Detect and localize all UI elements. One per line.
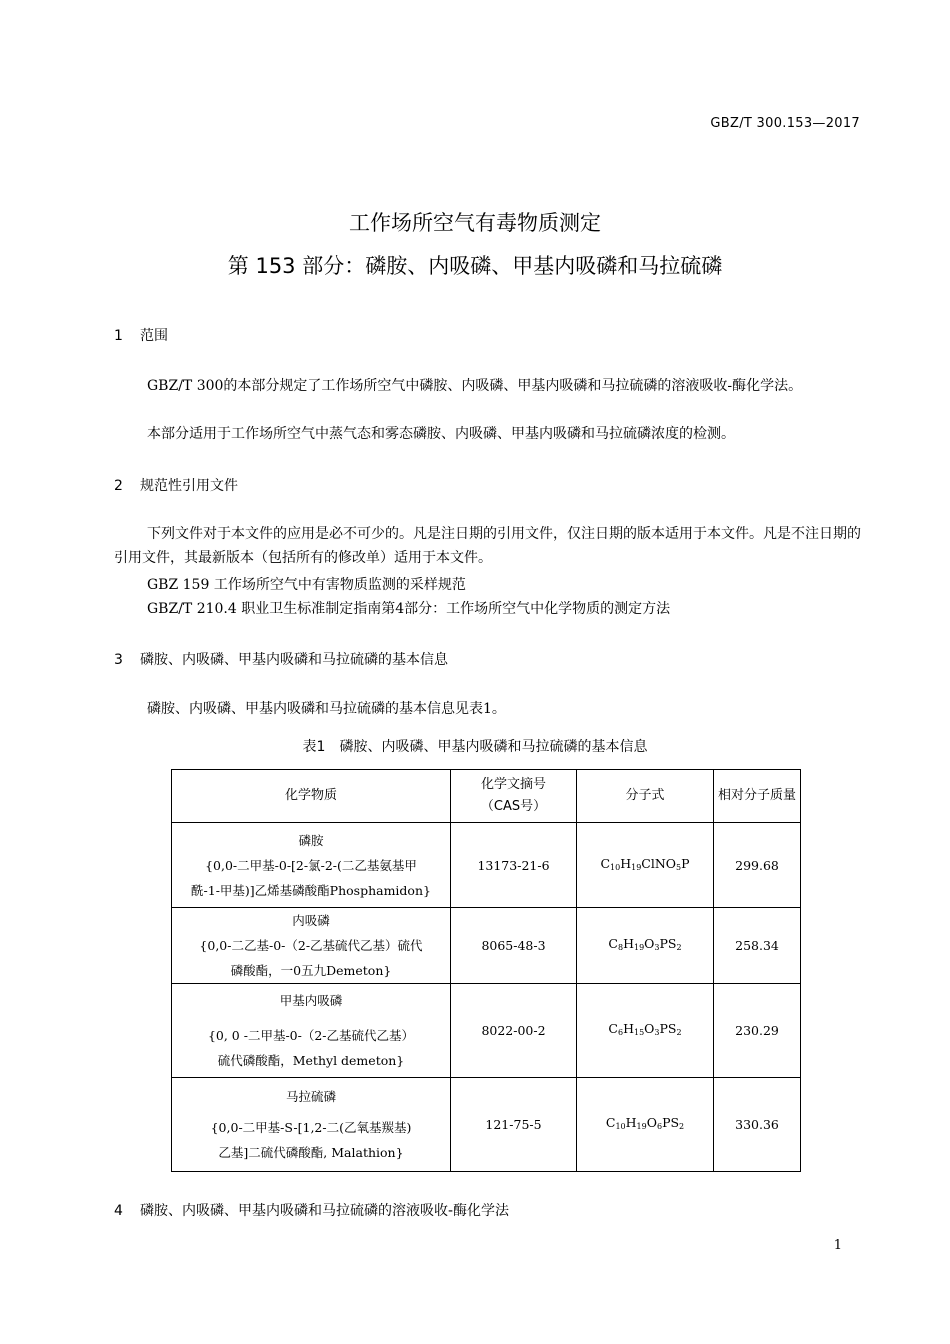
formula-text: $C_6H_{15}O_3PS_2$ [608, 1021, 682, 1037]
substance-name: 甲基内吸磷 [279, 993, 343, 1008]
section-title: 磷胺、内吸磷、甲基内吸磷和马拉硫磷的基本信息 [140, 652, 448, 668]
header-cas-line2: （CAS号） [480, 799, 547, 814]
mw-cell: 258.34 [714, 908, 801, 984]
mw-cell: 330.36 [714, 1078, 801, 1172]
normative-reference-2: GBZ/T 210.4 职业卫生标准制定指南第4部分：工作场所空气中化学物质的测定方法 [147, 601, 671, 617]
substance-desc: 硫代磷酸酯，Methyl demeton} [217, 1053, 405, 1068]
section-1-paragraph-1: GBZ/T 300的本部分规定了工作场所空气中磷胺、内吸磷、甲基内吸磷和马拉硫磷的溶液吸收-酶化学法。 [147, 378, 803, 394]
substance-cell [172, 984, 451, 1078]
substance-desc: {0,0-二乙基-0-（2-乙基硫代乙基）硫代 [199, 938, 423, 953]
substance-name: 磷胺 [298, 832, 324, 848]
substance-desc: {0, 0 -二甲基-0-（2-乙基硫代乙基） [207, 1028, 415, 1043]
section-title: 范围 [140, 328, 168, 344]
substance-cell [172, 823, 451, 908]
formula-cell [577, 1078, 714, 1172]
cas-cell: 13173-21-6 [451, 823, 577, 908]
substance-name: 内吸磷 [292, 913, 330, 928]
section-2-paragraph-1: 下列文件对于本文件的应用是必不可少的。凡是注日期的引用文件，仅注日期的版本适用于本文件。凡是不注日期的引用文件，其最新版本（包括所有的修改单）适用于本文件。 [114, 526, 861, 566]
section-1-paragraph-2: 本部分适用于工作场所空气中蒸气态和雾态磷胺、内吸磷、甲基内吸磷和马拉硫磷浓度的检测。 [147, 426, 735, 442]
table-row [172, 823, 801, 908]
table-row [172, 1078, 801, 1172]
cas-cell: 8022-00-2 [451, 984, 577, 1078]
substance-desc: 乙基]二硫代磷酸酯, Malathion} [218, 1145, 404, 1160]
formula-text: $C_{10}H_{19}O_6PS_2$ [605, 1115, 685, 1131]
mw-cell: 299.68 [714, 823, 801, 908]
section-3-paragraph-1: 磷胺、内吸磷、甲基内吸磷和马拉硫磷的基本信息见表1。 [147, 701, 506, 717]
substance-cell [172, 908, 451, 984]
header-substance: 化学物质 [172, 770, 451, 823]
table-header-row [172, 770, 801, 823]
header-cas [451, 770, 577, 823]
substance-cell [172, 1078, 451, 1172]
normative-reference-1: GBZ 159 工作场所空气中有害物质监测的采样规范 [147, 577, 466, 593]
document-title-line2: 第 153 部分：磷胺、内吸磷、甲基内吸磷和马拉硫磷 [227, 254, 723, 278]
section-number: 2 [114, 478, 123, 494]
formula-cell [577, 984, 714, 1078]
formula-text: $C_{10}H_{19}ClNO_5P$ [600, 855, 690, 872]
section-number: 3 [114, 652, 123, 668]
substance-desc: {0,0-二甲基-S-[1,2-二(乙氧基羰基) [210, 1120, 412, 1135]
section-2-heading [114, 475, 238, 495]
section-number: 4 [114, 1203, 123, 1219]
section-title: 规范性引用文件 [140, 478, 238, 494]
standard-code: GBZ/T 300.153—2017 [710, 116, 860, 131]
substance-desc: {0,0-二甲基-0-[2-氯-2-(二乙基氨基甲 [205, 857, 417, 873]
header-cas-line1: 化学文摘号 [480, 777, 546, 792]
table-row [172, 908, 801, 984]
basic-info-table [171, 769, 801, 1172]
substance-name: 马拉硫磷 [285, 1089, 336, 1104]
cas-cell: 121-75-5 [451, 1078, 577, 1172]
section-title: 磷胺、内吸磷、甲基内吸磷和马拉硫磷的溶液吸收-酶化学法 [140, 1203, 510, 1219]
mw-cell: 230.29 [714, 984, 801, 1078]
page-number: 1 [833, 1238, 842, 1253]
document-title-line1: 工作场所空气有毒物质测定 [349, 211, 601, 235]
formula-cell [577, 908, 714, 984]
section-3-heading [114, 649, 448, 669]
cas-cell: 8065-48-3 [451, 908, 577, 984]
table-caption: 表1 磷胺、内吸磷、甲基内吸磷和马拉硫磷的基本信息 [302, 739, 648, 755]
substance-desc: 酰-1-甲基)]乙烯基磷酸酯Phosphamidon} [191, 882, 431, 898]
section-4-heading [114, 1200, 509, 1220]
section-number: 1 [114, 328, 123, 344]
header-molecular-weight: 相对分子质量 [714, 770, 801, 823]
formula-text: $C_8H_{19}O_3PS_2$ [608, 936, 682, 952]
substance-desc: 磷酸酯，一0五九Demeton} [230, 963, 392, 978]
table-row [172, 984, 801, 1078]
header-formula: 分子式 [577, 770, 714, 823]
formula-cell [577, 823, 714, 908]
section-1-heading [114, 325, 168, 345]
